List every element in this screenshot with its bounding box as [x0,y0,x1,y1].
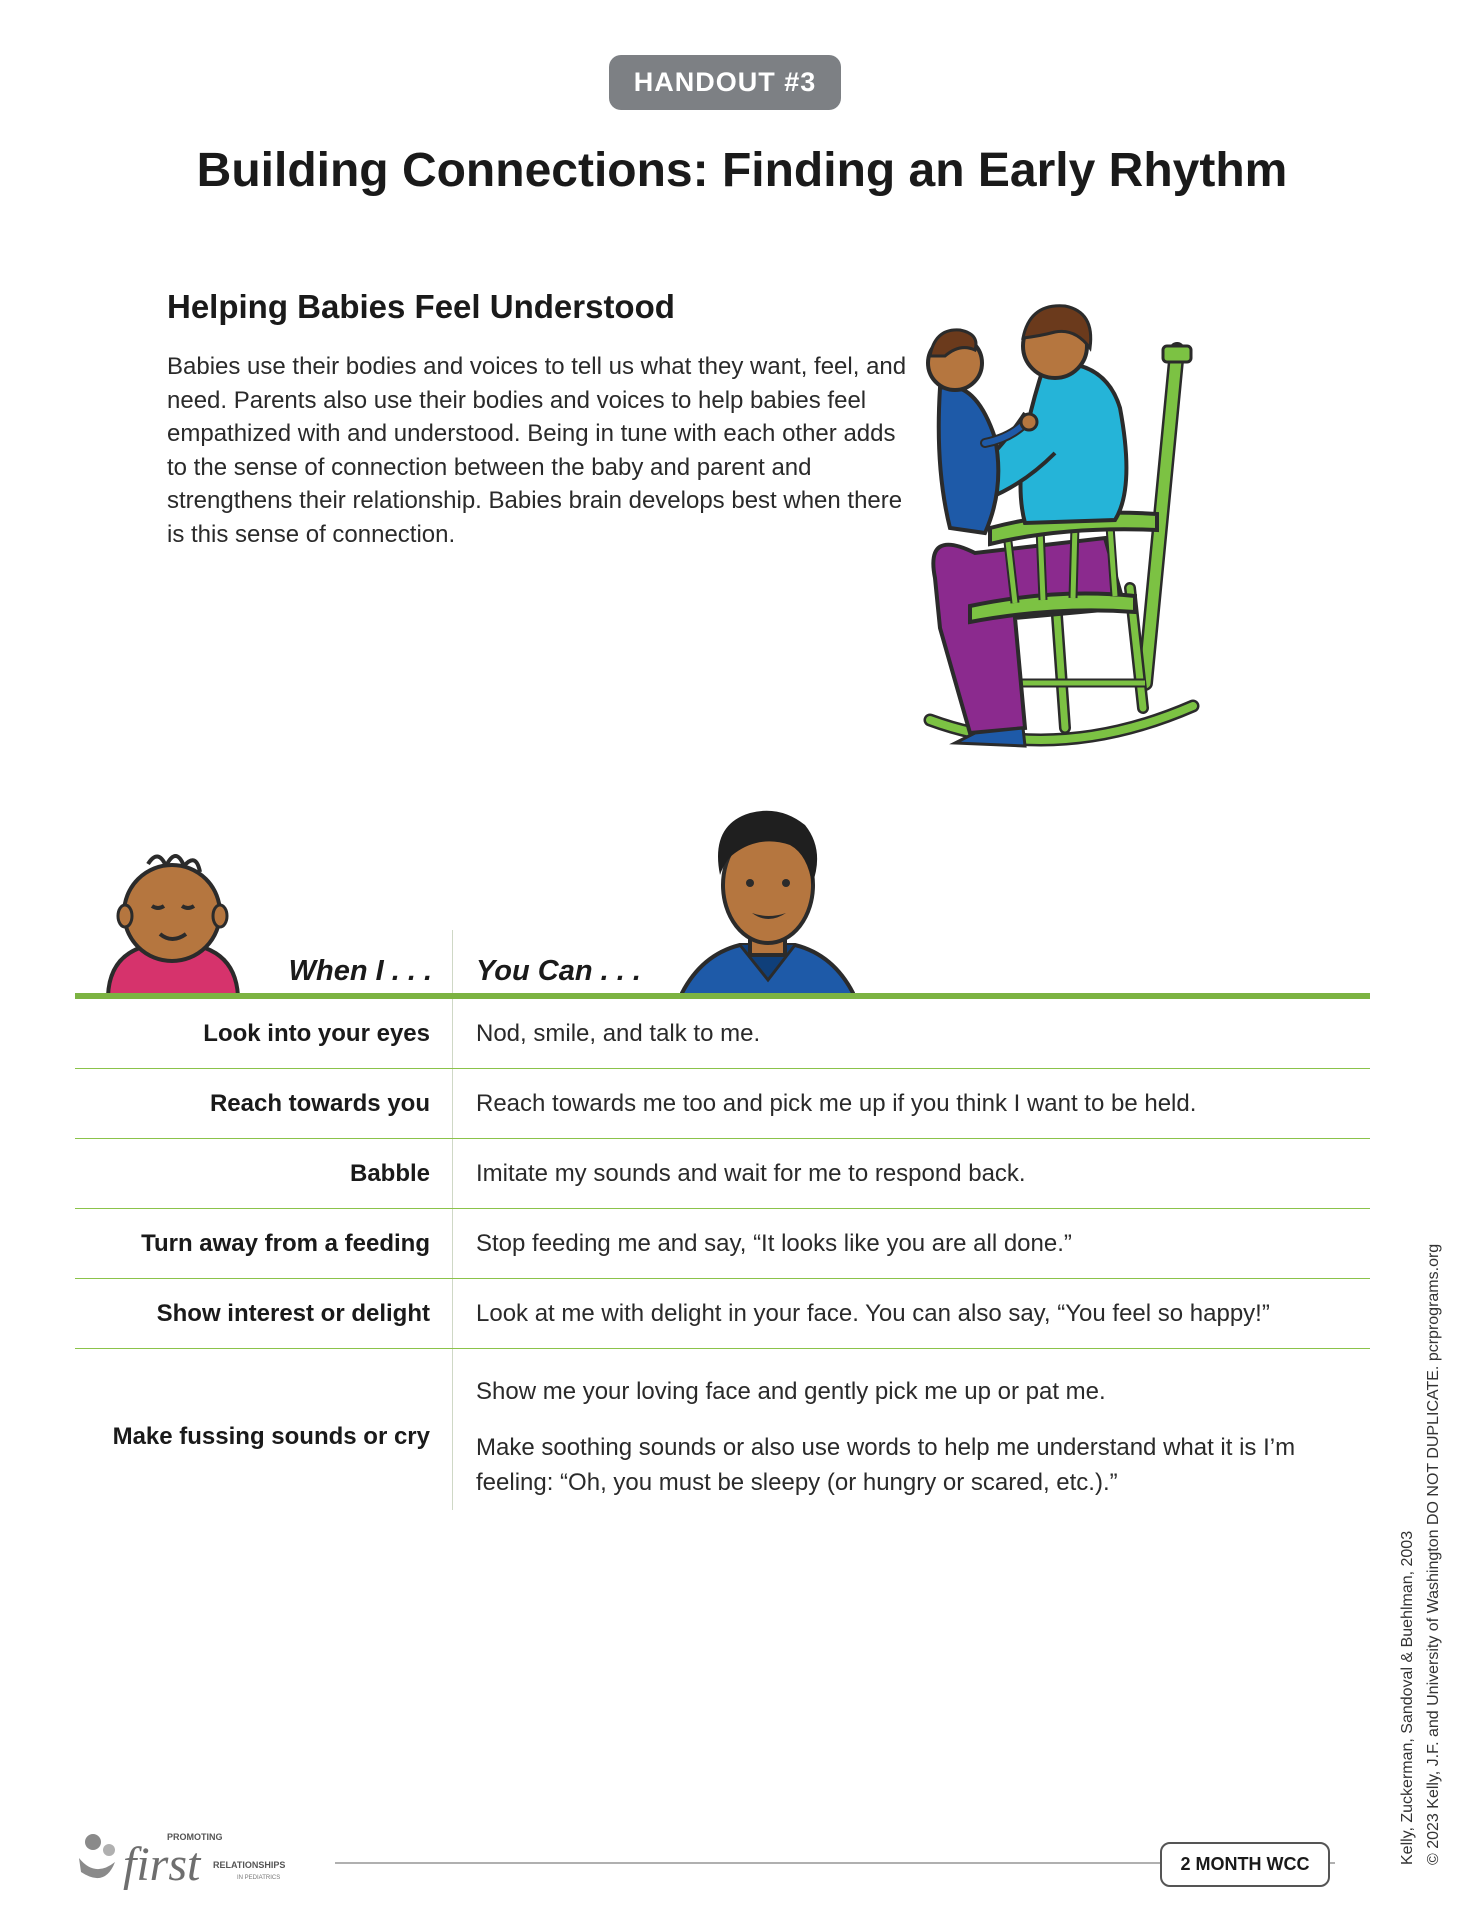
logo-relationships: RELATIONSHIPS [213,1860,286,1870]
response-table [75,999,1370,1524]
credit-line-1: Kelly, Zuckerman, Sandoval & Buehlman, 2003 [1399,1530,1416,1865]
parent-rocking-baby-illustration [915,288,1215,758]
table-row [75,1069,1370,1139]
adult-illustration [680,805,855,997]
credit-line-2: © 2023 Kelly, J.F. and University of Washington DO NOT DUPLICATE. pcrprograms.org [1425,1243,1442,1865]
table-row [75,1209,1370,1279]
when-cell: Make fussing sounds or cry [112,1422,430,1450]
promoting-first-relationships-logo [75,1828,335,1898]
you-can-line: Show me your loving face and gently pick me up or pat me. [476,1377,1106,1405]
column-header-when: When I . . . [288,955,432,987]
table-row [75,1279,1370,1349]
visit-badge: 2 MONTH WCC [1160,1842,1330,1887]
when-cell: Show interest or delight [156,1299,430,1327]
you-can-cell: Look at me with delight in your face. You can also say, “You feel so happy!” [476,1300,1270,1327]
copyright-credit [1395,1145,1447,1865]
handout-badge: HANDOUT #3 [609,55,841,110]
table-row [75,999,1370,1069]
logo-first: first [123,1838,201,1891]
logo-promoting: PROMOTING [167,1832,223,1842]
you-can-cell [452,1349,1370,1524]
when-cell: Babble [349,1159,430,1187]
table-row [75,1349,1370,1524]
when-cell: Reach towards you [209,1089,430,1117]
table-row [75,1139,1370,1209]
intro-paragraph: Babies use their bodies and voices to tell us what they want, feel, and need. Parents also use their bodies and voices to help babies feel empathized with and understood. Being in tune with each other adds to the sense of connection between the baby and parent and strengthens their relationship. Babies brain develops best when there is this sense of connection. [167,353,907,548]
column-header-you-can: You Can . . . [476,955,641,987]
when-cell: Turn away from a feeding [141,1229,430,1257]
baby-illustration [100,848,245,996]
you-can-cell: Reach towards me too and pick me up if you think I want to be held. [476,1090,1197,1117]
page-title: Building Connections: Finding an Early Rhythm [196,144,1288,197]
you-can-cell: Stop feeding me and say, “It looks like you are all done.” [476,1230,1072,1257]
you-can-line: Make soothing sounds or also use words to help me understand what it is I’m feeling: “Oh, you must be sleepy (or hungry or scared, etc.).” [476,1433,1296,1496]
you-can-cell: Nod, smile, and talk to me. [476,1020,761,1047]
when-cell: Look into your eyes [203,1019,430,1047]
you-can-cell: Imitate my sounds and wait for me to respond back. [476,1160,1026,1187]
logo-in-pediatrics: IN PEDIATRICS [237,1875,281,1881]
section-heading: Helping Babies Feel Understood [167,288,675,325]
